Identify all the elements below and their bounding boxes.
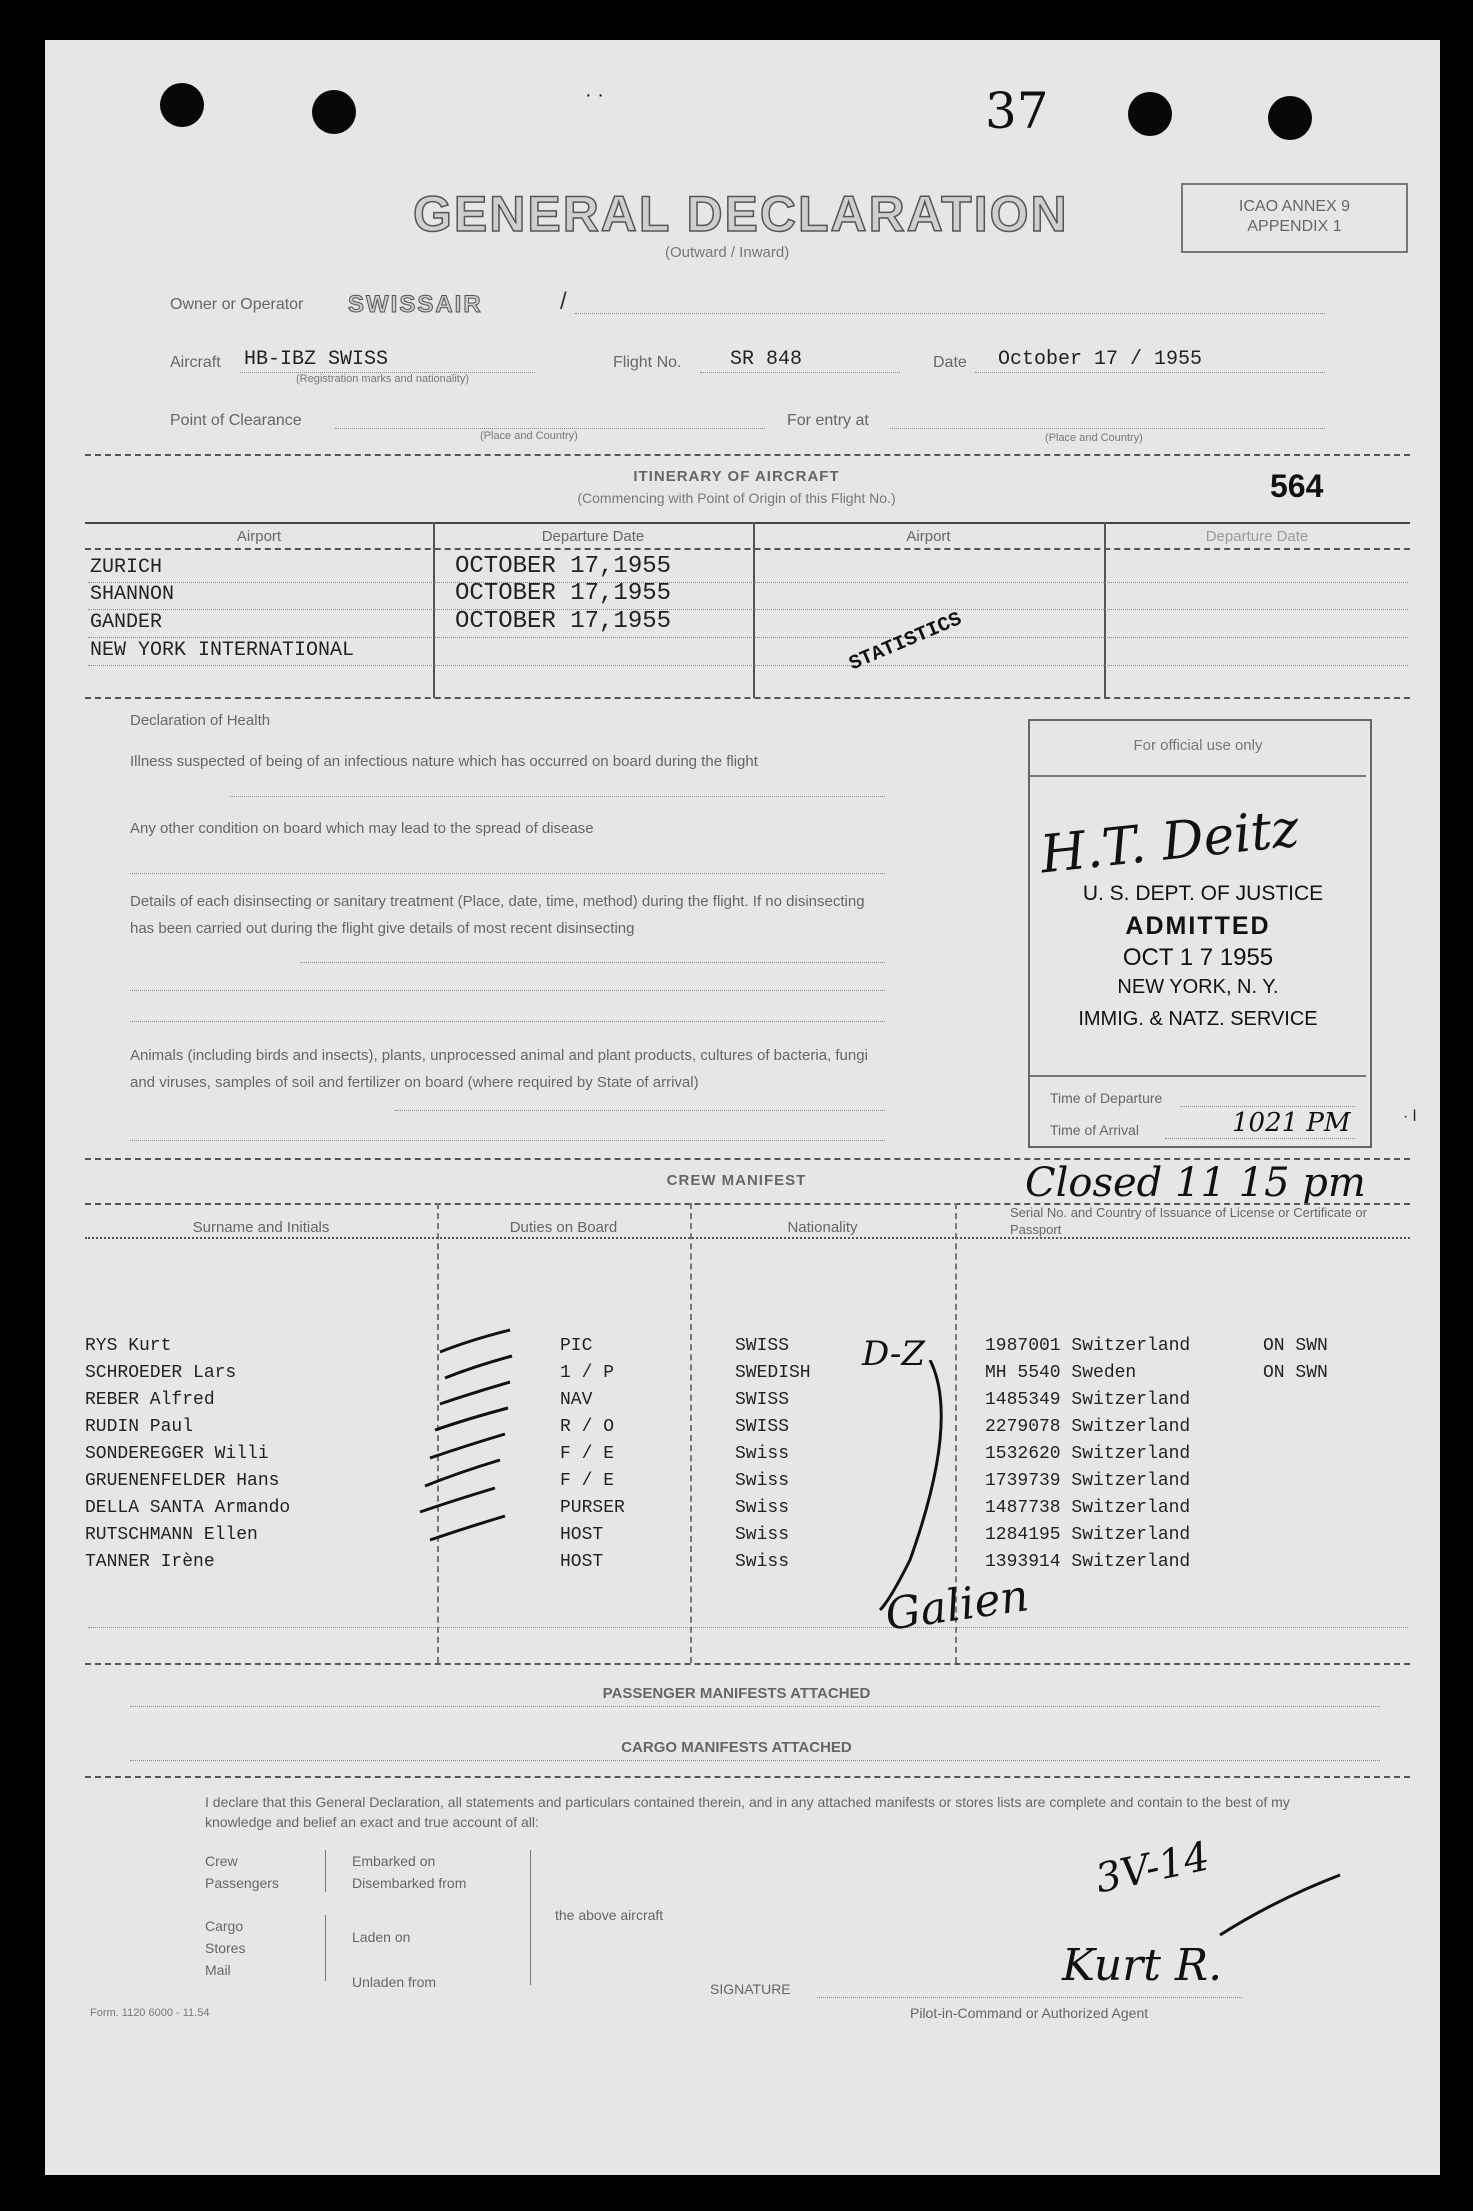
crew-row	[85, 1471, 1410, 1498]
entry-note: (Place and Country)	[1045, 432, 1143, 444]
itinerary-title: ITINERARY OF AIRCRAFT	[633, 468, 840, 485]
flight-label: Flight No.	[613, 354, 682, 371]
crew-extra: ON SWN	[1263, 1363, 1328, 1383]
itinerary-airport: SHANNON	[90, 583, 175, 606]
health-q3: Details of each disinsecting or sanitary treatment (Place, date, time, method) during the flight. If no disinsecting has been carried out during the flight give details of most recent disinsecting	[130, 893, 865, 937]
crew-duty: HOST	[560, 1525, 604, 1545]
date-value: October 17 / 1955	[998, 348, 1203, 371]
crew-row	[85, 1417, 1410, 1444]
crew-nationality: Swiss	[735, 1552, 790, 1572]
crew-row	[85, 1444, 1410, 1471]
crew-nationality: Swiss	[735, 1444, 790, 1464]
unladen-option: Unladen from	[352, 1974, 437, 1990]
answer-line	[1180, 1106, 1355, 1107]
crew-name: GRUENENFELDER Hans	[85, 1471, 280, 1491]
flight-value: SR 848	[730, 348, 803, 371]
crew-row	[85, 1525, 1410, 1552]
crew-option: Crew	[205, 1853, 238, 1869]
crew-license: 1532620 Switzerland	[985, 1444, 1191, 1464]
health-q2: Any other condition on board which may lead to the spread of disease	[130, 820, 594, 837]
crew-extra: ON SWN	[1263, 1336, 1328, 1356]
clearance-label: Point of Clearance	[170, 412, 302, 429]
icao-line1: ICAO ANNEX 9	[1238, 198, 1351, 215]
divider	[85, 1663, 1410, 1665]
column-divider	[1104, 522, 1106, 698]
aircraft-label: Aircraft	[170, 354, 221, 371]
arrival-label: Time of Arrival	[1050, 1122, 1139, 1138]
crew-duty: PIC	[560, 1336, 593, 1356]
form-subtitle: (Outward / Inward)	[665, 244, 790, 261]
official-signature: H.T. Deitz	[1037, 798, 1302, 886]
admitted-stamp-city: NEW YORK, N. Y.	[1117, 976, 1279, 998]
crew-name: TANNER Irène	[85, 1552, 215, 1572]
answer-line	[130, 990, 885, 991]
itinerary-airport: ZURICH	[90, 556, 163, 579]
brace	[325, 1850, 326, 1892]
health-q4: Animals (including birds and insects), plants, unprocessed animal and plant products, cultures of bacteria, fungi and viruses, samples of soil and fertilizer on board (where required by State of arrival)	[130, 1047, 868, 1091]
crew-nationality: SWISS	[735, 1336, 790, 1356]
crew-duty: PURSER	[560, 1498, 625, 1518]
crew-duty: 1 / P	[560, 1363, 615, 1383]
crew-nationality: SWISS	[735, 1417, 790, 1437]
check-marks	[400, 1322, 570, 1582]
itinerary-date: OCTOBER 17,1955	[455, 608, 672, 635]
brace	[325, 1915, 326, 1981]
owner-line	[575, 313, 1325, 314]
itinerary-header-date-2: Departure Date	[1205, 528, 1309, 545]
health-title: Declaration of Health	[130, 712, 271, 729]
icao-line2: APPENDIX 1	[1247, 218, 1342, 235]
crew-header-nationality: Nationality	[787, 1219, 858, 1236]
brace	[530, 1850, 531, 1985]
margin-mark: · l	[1403, 1108, 1417, 1125]
clearance-line	[335, 428, 765, 429]
column-divider	[433, 522, 435, 698]
crew-name: RUTSCHMANN Ellen	[85, 1525, 258, 1545]
dz-mark: D-Z	[862, 1334, 926, 1374]
itinerary-airport: GANDER	[90, 611, 163, 634]
crew-row	[85, 1390, 1410, 1417]
answer-line	[130, 1760, 1380, 1761]
declaration-col1b	[205, 1915, 245, 1981]
punch-hole	[1128, 92, 1172, 136]
handwritten-stroke	[1215, 1870, 1345, 1940]
itinerary-header-airport: Airport	[236, 528, 282, 545]
crew-license: 1393914 Switzerland	[985, 1552, 1191, 1572]
row-line	[88, 637, 1408, 638]
answer-line	[395, 1110, 885, 1111]
crew-row	[85, 1336, 1410, 1363]
crew-name: RYS Kurt	[85, 1336, 172, 1356]
embarked-option: Embarked on	[352, 1853, 436, 1869]
row-line	[88, 609, 1408, 610]
entry-label: For entry at	[787, 412, 869, 429]
crew-license: 1987001 Switzerland	[985, 1336, 1191, 1356]
clearance-note: (Place and Country)	[480, 430, 578, 442]
captain-signature: Kurt R.	[1062, 1940, 1223, 1991]
crew-license: 1485349 Switzerland	[985, 1390, 1191, 1410]
form-title: GENERAL DECLARATION	[413, 186, 1069, 242]
divider	[85, 522, 1410, 524]
statistics-stamp: STATISTICS	[846, 608, 966, 677]
answer-line	[130, 1706, 1380, 1707]
crew-table	[85, 1336, 1410, 1579]
entry-line	[890, 428, 1325, 429]
crew-nationality: Swiss	[735, 1498, 790, 1518]
crew-license: 1284195 Switzerland	[985, 1525, 1191, 1545]
crew-name: SCHROEDER Lars	[85, 1363, 237, 1383]
admitted-stamp-line1: U. S. DEPT. OF JUSTICE	[1082, 882, 1324, 905]
itinerary-date: OCTOBER 17,1955	[455, 553, 672, 580]
itinerary-subtitle: (Commencing with Point of Origin of this Flight No.)	[577, 490, 896, 506]
aircraft-value: HB-IBZ SWISS	[244, 348, 389, 371]
punch-hole	[312, 90, 356, 134]
laden-option: Laden on	[352, 1929, 411, 1945]
crew-duty: R / O	[560, 1417, 615, 1437]
crew-row	[85, 1552, 1410, 1579]
date-line	[975, 372, 1325, 373]
crew-row	[85, 1363, 1410, 1390]
crew-title: CREW MANIFEST	[666, 1172, 807, 1189]
form-id: Form. 1120 6000 - 11.54	[90, 2007, 210, 2019]
answer-line	[130, 1021, 885, 1022]
owner-value: SWISSAIR	[348, 291, 483, 318]
dots-mark: · ·	[585, 84, 604, 106]
divider	[85, 697, 1410, 699]
admitted-stamp-line2: ADMITTED	[1125, 912, 1271, 940]
itinerary-header-date: Departure Date	[541, 528, 645, 545]
row-line	[88, 1627, 1408, 1628]
official-title: For official use only	[1133, 737, 1263, 754]
crew-duty: F / E	[560, 1471, 615, 1491]
crew-signature: Galien	[882, 1570, 1032, 1641]
punch-hole	[160, 83, 204, 127]
divider	[85, 1776, 1410, 1778]
punch-hole	[1268, 96, 1312, 140]
divider	[1030, 775, 1366, 777]
itinerary-date: OCTOBER 17,1955	[455, 580, 672, 607]
handwritten-mark: 3V-14	[1091, 1833, 1214, 1903]
row-line	[88, 582, 1408, 583]
aircraft-note: (Registration marks and nationality)	[296, 373, 470, 385]
answer-line	[130, 1140, 885, 1141]
icao-box	[1181, 183, 1408, 253]
divider	[1030, 1075, 1366, 1077]
divider	[85, 1237, 1410, 1239]
page-number: 37	[985, 82, 1049, 140]
admitted-stamp-service: IMMIG. & NATZ. SERVICE	[1078, 1008, 1318, 1030]
crew-nationality: SWISS	[735, 1390, 790, 1410]
flight-line	[700, 372, 900, 373]
row-line	[88, 665, 1408, 666]
crew-nationality: Swiss	[735, 1525, 790, 1545]
crew-duty: HOST	[560, 1552, 604, 1572]
crew-nationality: SWEDISH	[735, 1363, 811, 1383]
crew-nationality: Swiss	[735, 1471, 790, 1491]
itinerary-header-airport-2: Airport	[906, 528, 951, 545]
declaration-text: I declare that this General Declaration, all statements and particulars contained therein, and in any attached manifests or stores lists are complete and contain to the best of my knowledge and belief an exact and true account of all:	[205, 1794, 1290, 1830]
disembarked-option: Disembarked from	[352, 1875, 467, 1891]
answer-line	[130, 873, 885, 874]
signature-line	[817, 1997, 1242, 1998]
crew-name: DELLA SANTA Armando	[85, 1498, 291, 1518]
declaration-col2b	[352, 1915, 436, 2005]
crew-license: 1739739 Switzerland	[985, 1471, 1191, 1491]
passengers-option: Passengers	[205, 1875, 279, 1891]
declaration-col2a	[352, 1850, 466, 1894]
crew-header-license: Serial No. and Country of Issuance of License or Certificate or Passport	[1010, 1205, 1367, 1237]
crew-license: 1487738 Switzerland	[985, 1498, 1191, 1518]
answer-line	[230, 796, 885, 797]
itinerary-number: 564	[1270, 468, 1324, 504]
health-q1: Illness suspected of being of an infectious nature which has occurred on board during the flight	[130, 753, 758, 770]
owner-slash: /	[560, 288, 567, 315]
closed-note: Closed 11 15 pm	[1025, 1160, 1366, 1206]
owner-label: Owner or Operator	[170, 296, 304, 313]
divider	[85, 454, 1410, 456]
answer-line	[1165, 1138, 1355, 1139]
departure-label: Time of Departure	[1050, 1090, 1163, 1106]
crew-header-name: Surname and Initials	[192, 1219, 330, 1236]
date-label: Date	[933, 354, 967, 371]
cargo-manifest-note: CARGO MANIFESTS ATTACHED	[621, 1739, 852, 1756]
arrival-value: 1021 PM	[1232, 1108, 1351, 1138]
crew-duty: NAV	[560, 1390, 593, 1410]
crew-license: MH 5540 Sweden	[985, 1363, 1137, 1383]
itinerary-airport: NEW YORK INTERNATIONAL	[90, 639, 355, 662]
answer-line	[300, 962, 885, 963]
admitted-stamp-date: OCT 1 7 1955	[1122, 944, 1274, 971]
mail-option: Mail	[205, 1962, 231, 1978]
crew-name: RUDIN Paul	[85, 1417, 194, 1437]
cargo-option: Cargo	[205, 1918, 244, 1934]
stores-option: Stores	[205, 1940, 246, 1956]
column-divider	[753, 522, 755, 698]
passenger-manifest-note: PASSENGER MANIFESTS ATTACHED	[602, 1685, 871, 1702]
crew-row	[85, 1498, 1410, 1525]
crew-duty: F / E	[560, 1444, 615, 1464]
declaration-col1a	[205, 1850, 279, 1894]
crew-name: REBER Alfred	[85, 1390, 215, 1410]
crew-license: 2279078 Switzerland	[985, 1417, 1191, 1437]
divider	[85, 548, 1410, 550]
signer-role: Pilot-in-Command or Authorized Agent	[910, 2005, 1149, 2021]
signature-label: SIGNATURE	[710, 1981, 791, 1997]
above-aircraft: the above aircraft	[555, 1907, 664, 1923]
crew-name: SONDEREGGER Willi	[85, 1444, 269, 1464]
crew-header-duty: Duties on Board	[509, 1219, 618, 1236]
